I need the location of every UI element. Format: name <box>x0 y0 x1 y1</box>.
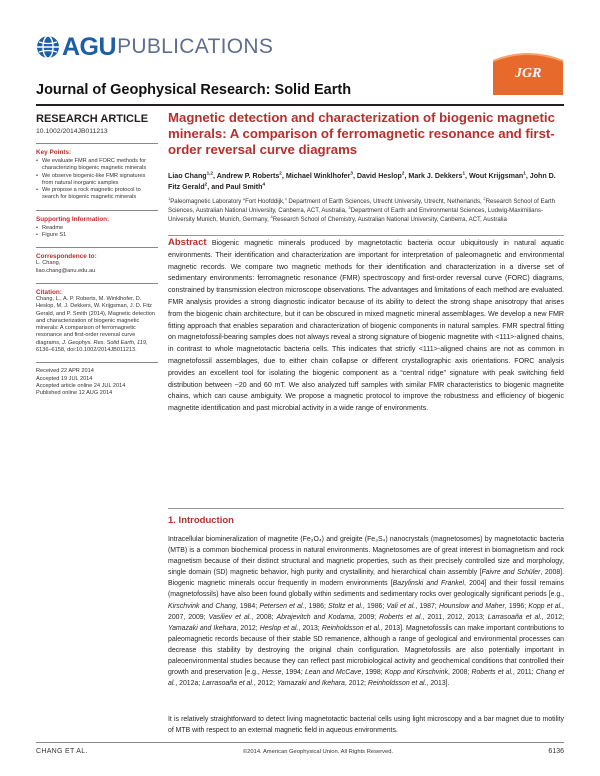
citation-author: Chang et al. <box>168 669 564 688</box>
article-doi[interactable]: 10.1002/2014JB011213 <box>36 128 108 135</box>
accepted-online-date: Accepted article online 24 JUL 2014 <box>36 382 126 389</box>
author-list: Liao Chang$^{1,2}$, Andrew P. Roberts$^2$, Michael Winklhofer$^3$, David Heslop$^2$, Mark J. Dekkers$^1$, Wout Krijgsman$^1$, John D. Fitz Gerald$^2$, and Paul Smith$^4$ <box>168 170 556 192</box>
intro-text-run: , 1987; <box>415 602 439 610</box>
correspondence-heading: Correspondence to: <box>36 253 97 261</box>
author-affiliation-mark: 2 <box>279 170 282 176</box>
author-name: John D. Fitz Gerald <box>168 172 556 192</box>
published-date: Published online 12 AUG 2014 <box>36 390 113 397</box>
sidebar-divider <box>36 283 158 284</box>
key-points-list <box>36 158 158 202</box>
author-name: Paul Smith <box>225 183 263 192</box>
citation-author: Vali et al. <box>386 602 416 610</box>
affiliation-mark: 4 <box>270 214 273 220</box>
sidebar-divider <box>36 247 158 248</box>
intro-text-run: , 2012; <box>236 624 260 632</box>
sidebar-divider <box>36 362 158 363</box>
intro-text-run: , 1994; <box>281 669 305 677</box>
intro-text-run: , 2008; <box>251 613 277 621</box>
citation-pages: 6136–6158, doi:10.1002/2014JB011213. <box>36 347 137 354</box>
citation-author: Hounslow and Maher <box>438 602 505 610</box>
citation-author: Abrajevitch and Kodama <box>276 613 354 621</box>
citation-author: Larrasoaña et al. <box>202 680 254 688</box>
author-name: Wout Krijgsman <box>468 172 524 180</box>
intro-text-run: Intracellular biomineralization of magnetite (Fe₃O₄) and greigite (Fe₃S₄) nanocrystals (magnetosomes) by magnetotactic bacteria (MTB) is a common biochemical process in natural environments. Magnetosomes are of great interest in biomagnetism and rock magnetism because of their distinct structural and magnetic properties, such as their precisely controlled size and morphology, single domain (SD) magnetic behavior, high purity and crystallinity, and hierarchical chain assembly [ <box>168 536 564 577</box>
received-date: Received 22 APR 2014 <box>36 368 94 375</box>
abstract-label: Abstract <box>168 237 207 248</box>
correspondence-name: L. Chang, <box>36 260 61 267</box>
supporting-info-list <box>36 225 158 240</box>
citation-journal: J. Geophys. Res. Solid Earth, 119, <box>62 339 148 346</box>
journal-title: Journal of Geophysical Research: Solid Earth <box>36 82 352 98</box>
footer-rule <box>36 742 564 743</box>
citation-author: Bazylinski and Frankel <box>392 580 465 588</box>
globe-icon <box>36 35 60 59</box>
footer-copyright: ©2014. American Geophysical Union. All Rights Reserved. <box>242 749 394 755</box>
key-point-item: • We observe biogenic-like FMR signatures from natural inorganic samples <box>36 173 158 188</box>
article-type: RESEARCH ARTICLE <box>36 113 149 125</box>
intro-text-run: , 1984; <box>235 602 260 610</box>
intro-text-run: , 2011, 2012, 2013; <box>422 613 488 621</box>
affiliations <box>168 197 564 225</box>
author-affiliation-mark: 1 <box>523 170 526 176</box>
page-number: 6136 <box>548 748 564 755</box>
header-rule <box>36 104 564 106</box>
affiliation-mark: 3 <box>348 205 351 211</box>
citation-text <box>36 296 158 354</box>
intro-text-run: , 2013]. <box>426 680 450 688</box>
intro-text-run: , 1986; <box>304 602 329 610</box>
key-point-item: • We evaluate FMR and FORC methods for characterizing biogenic magnetic minerals <box>36 158 158 173</box>
article-title: Magnetic detection and characterization of biogenic magnetic minerals: A comparison of ferromagnetic resonance and first-order reversal curve diagrams <box>168 110 555 157</box>
logo-publications-text: PUBLICATIONS <box>117 35 274 58</box>
intro-text-run: , 2009; <box>353 613 380 621</box>
intro-text-run: , 2004] and their fossil remains (magnetofossils) have also been found globally within sediments and sedimentary rocks over geologically significant periods [e.g., <box>168 580 564 599</box>
citation-author: Hesse <box>261 669 282 677</box>
author-name: Michael Winklhofer <box>285 172 351 180</box>
supporting-info-figure-link[interactable]: • Figure S1 <box>36 232 158 239</box>
supporting-info-heading: Supporting Information: <box>36 215 110 223</box>
intro-text-run: , 2012; <box>344 680 368 688</box>
citation-author: Larrasoaña et al. <box>487 613 542 621</box>
citation-body: Chang, L., A. P. Roberts, M. Winklhofer, D. Heslop, M. J. Dekkers, W. Krijgsman, J. D. Fitz Gerald, and P. Smith (2014), Magnetic detection and characterization of biogenic magnetic minerals: A comparison of ferromagnetic resonance and first-order reversal curve diagrams, <box>36 295 155 346</box>
footer-running-author: CHANG ET AL. <box>36 748 88 755</box>
citation-author: Yamazaki and Ikehara <box>276 680 345 688</box>
citation-author: Roberts et al. <box>471 669 513 677</box>
citation-author: Petersen et al. <box>259 602 305 610</box>
supporting-info-readme-link[interactable]: • Readme <box>36 225 158 232</box>
citation-heading: Citation: <box>36 288 62 296</box>
sidebar-divider <box>36 143 158 144</box>
abstract <box>168 237 564 415</box>
section-divider <box>168 508 564 509</box>
citation-author: Kopp et al. <box>528 602 563 610</box>
logo-agu-text: AGU <box>62 33 117 61</box>
intro-text-run: , 2013]. Magnetofossils can make important contributions to paleomagnetic records because of their stable SD remanence, although a range of geological and environmental processes can decrease this stability by destroying the original chain configuration. Magnetofossils are also potentially important in paleoenvironmental studies because they can reflect past microbiological activity and geochemical conditions that controlled their growth and preservation [e.g., <box>168 624 564 677</box>
citation-author: Vasiliev et al. <box>208 613 252 621</box>
intro-text-run: , 2012; <box>253 680 277 688</box>
citation-author: Kopp and Kirschvink <box>384 669 449 677</box>
citation-author: Roberts et al. <box>379 613 423 621</box>
agu-publications-logo <box>36 34 273 60</box>
author-name: Andrew P. Roberts <box>216 172 280 180</box>
author-name: David Heslop <box>356 172 402 180</box>
author-affiliation-mark: 3 <box>350 170 353 176</box>
key-point-item: • We propose a rock magnetic protocol to search for biogenic magnetic minerals <box>36 187 158 202</box>
citation-author: Faivre and Schüler <box>481 569 541 577</box>
citation-author: Stoltz et al. <box>328 602 363 610</box>
citation-author: Heslop et al. <box>259 624 299 632</box>
intro-text-run: , 2008; <box>448 669 472 677</box>
author-affiliation-mark: 4 <box>262 181 266 187</box>
introduction-heading: 1. Introduction <box>168 515 234 526</box>
jgr-badge-text: JGR <box>515 66 542 81</box>
author-name: Mark J. Dekkers <box>408 172 463 180</box>
citation-author: Kirschvink and Chang <box>168 602 236 610</box>
author-affiliation-mark: 1,2 <box>206 170 214 176</box>
key-points-heading: Key Points: <box>36 149 72 156</box>
intro-text-run: , 2008]. Biogenic magnetic minerals occur frequently in modern environments [ <box>168 569 564 588</box>
introduction-paragraph-2: It is relatively straightforward to detect living magnetotactic bacterial cells using light microscopy and a bar magnet due to motility of MTB with respect to an external magnetic field in aqueous environments. <box>168 716 564 735</box>
intro-text-run: , 2012; <box>541 613 564 621</box>
author-name: Liao Chang <box>168 172 207 180</box>
affiliation-text: Department of Earth and Environmental Sciences, Ludwig-Maximilians-University Munich, Munich, Germany, <box>168 207 544 224</box>
abstract-text: Biogenic magnetic minerals produced by magnetotactic bacteria occur ubiquitously in natural aquatic environments. Their identification and characterization are important for interpretation of paleomagnetic and environmental magnetic records. We compare two magnetic methods for their identification and characterization in a diverse set of sedimentary environments: ferromagnetic resonance (FMR) spectroscopy and first-order reversal curve (FORC) diagrams, constrained by transmission electron microscope observations. The advantages and limitations of each method are evaluated. FMR analysis provides a strong diagnostic indicator because of its ability to detect the strong shape anisotropy that arises from the biogenic chain architecture, but it can be obscured in mixed magnetic mineral assemblages. We develop a new FMR fitting approach that enables separation and characterization of biogenic components in natural samples. FMR spectral fitting on magnetofossil-bearing samples does not always reveal a strong signature of biogenic magnetite with <111>-aligned chains, in contrast to whole magnetotactic bacteria cells. This indicates that strictly <111>-aligned chains are not as common in magnetofossil assemblages, due to either chain collapse or different crystallographic axis orientations. FORC analysis provides an excellent tool for isolating the biogenic component as a “central ridge” signature with peak switching field distribution between ~20 and 60 mT. We also analyzed tuff samples with similar FMR characteristics to biogenic magnetite chains, which can cause ambiguity. We propose a magnetic protocol to improve the robustness and efficiency of biogenic magnetite identification and past microbial activity in a wide range of environments. <box>168 239 564 413</box>
citation-author: Yamazaki and Ikehara <box>168 624 237 632</box>
citation-author: Lean and McCave <box>304 669 362 677</box>
citation-author: Reinholdsson et al. <box>367 680 427 688</box>
author-affiliation-mark: 1 <box>462 170 466 176</box>
author-affiliation-mark: 2 <box>401 170 405 176</box>
abstract-divider <box>168 235 564 236</box>
accepted-date: Accepted 19 JUL 2014 <box>36 375 93 382</box>
intro-text-run: , 1998; <box>361 669 385 677</box>
jgr-badge <box>493 53 563 95</box>
intro-text-run: , 2013; <box>298 624 322 632</box>
affiliation-text: Research School of Earth Sciences, Australian National University, Canberra, ACT, Australia, <box>168 198 556 215</box>
intro-text-run: , 1996; <box>504 602 529 610</box>
correspondence-email-link[interactable]: liao.chang@anu.edu.au <box>36 267 96 274</box>
affiliation-text: Paleomagnetic Laboratory “Fort Hoofddijk,” Department of Earth Sciences, Utrecht University, Utrecht, Netherlands, <box>170 198 484 205</box>
affiliation-mark: 1 <box>168 195 171 201</box>
intro-text-run: , 2012a; <box>175 680 203 688</box>
sidebar-divider <box>36 210 158 211</box>
author-affiliation-mark: 2 <box>204 181 208 187</box>
citation-author: Reinholdsson et al. <box>321 624 381 632</box>
intro-text-run: , 2011; <box>512 669 536 677</box>
sidebar <box>36 113 158 398</box>
affiliation-text: Research School of Chemistry, Australian National University, Canberra, ACT, Australia <box>272 216 507 224</box>
affiliation-mark: 2 <box>483 195 486 201</box>
intro-text-run: , 1986; <box>362 602 387 610</box>
introduction-paragraph-1 <box>168 534 564 689</box>
intro-text-run: , 2007, 2009; <box>168 602 564 621</box>
